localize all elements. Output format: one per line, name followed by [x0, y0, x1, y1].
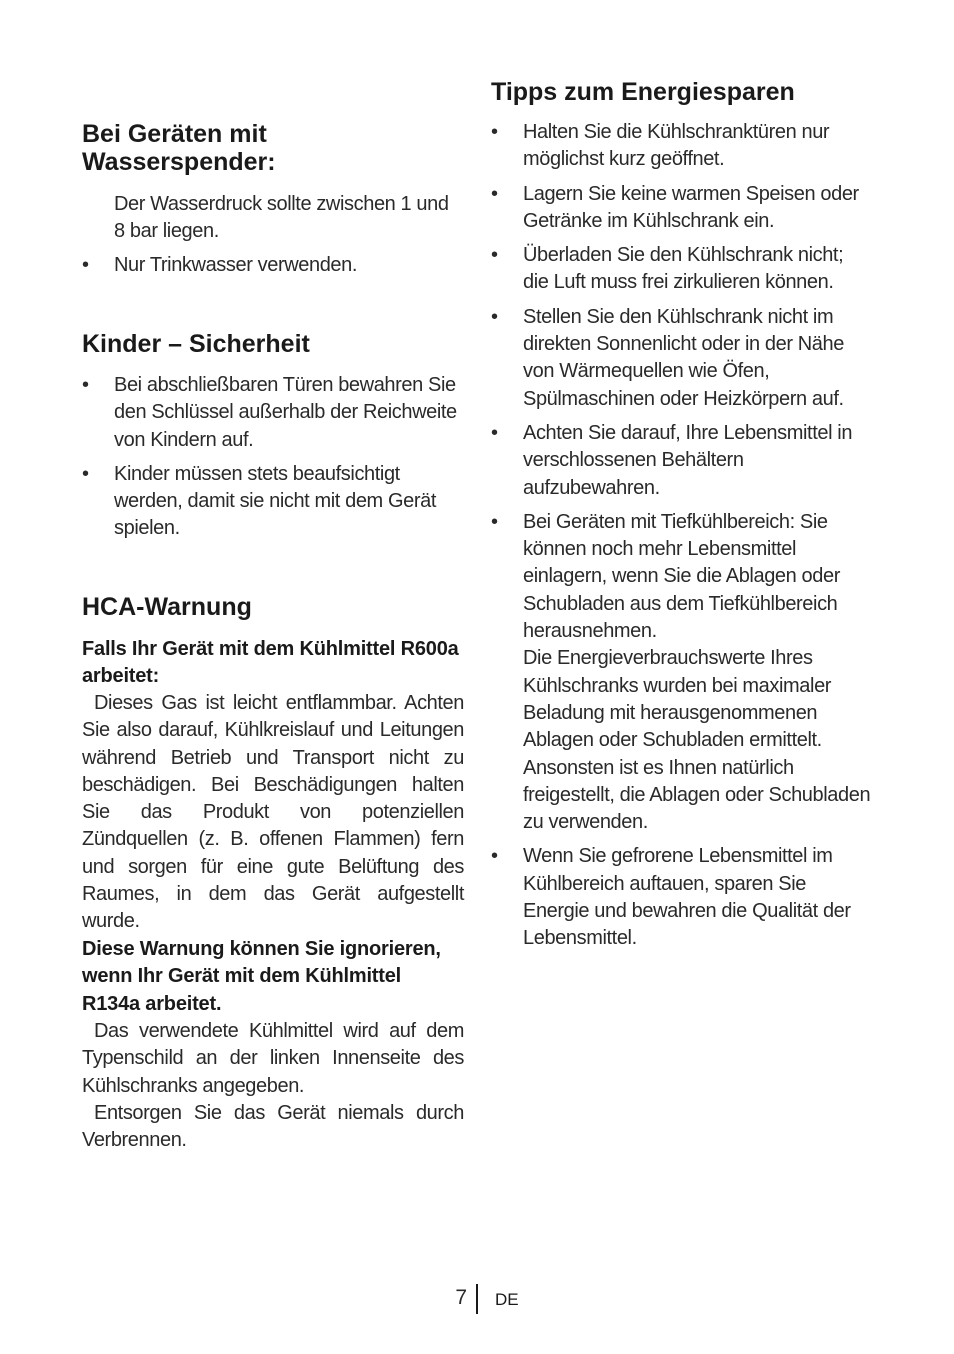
- bullet-text: Halten Sie die Kühlschranktüren nur möglichst kurz geöffnet.: [523, 121, 830, 171]
- hca-subheading: Falls Ihr Gerät mit dem Kühlmittel R600a arbeitet:: [82, 638, 459, 688]
- bullet-text: Bei abschließbaren Türen bewahren Sie den Schlüssel außerhalb der Reichweite von Kindern auf.: [114, 374, 457, 451]
- bullet-icon: •: [82, 462, 89, 485]
- bullet-icon: •: [491, 510, 498, 533]
- page-number: 7: [455, 1286, 467, 1309]
- bullet-icon: •: [491, 421, 498, 444]
- language-code: DE: [495, 1290, 519, 1309]
- list-item: [491, 181, 871, 236]
- bullet-icon: •: [491, 845, 498, 868]
- hca-ignore-warning: Diese Warnung können Sie ignorieren, wenn Ihr Gerät mit dem Kühlmittel R134a arbeitet.: [82, 938, 441, 1015]
- list-item: [491, 304, 871, 413]
- list-item: [491, 119, 871, 174]
- footer-divider: [476, 1284, 478, 1314]
- heading-hca-warning: HCA-Warnung: [82, 593, 252, 621]
- heading-energy-tips: Tipps zum Energiesparen: [491, 78, 795, 106]
- heading-kids-safety: Kinder – Sicherheit: [82, 330, 310, 358]
- bullet-text: Achten Sie darauf, Ihre Lebensmittel in verschlossenen Behältern aufzubewahren.: [523, 421, 853, 499]
- list-item: [491, 509, 871, 837]
- bullet-icon: •: [491, 182, 498, 205]
- bullet-text: Wenn Sie gefrorene Lebensmittel im Kühlbereich auftauen, sparen Sie Energie und bewahren die Qualität der Lebensmittel.: [523, 845, 851, 950]
- kids-bullet-list: [82, 372, 464, 543]
- bullet-text: Stellen Sie den Kühlschrank nicht im direkten Sonnenlicht oder in der Nähe von Wärmequellen wie Öfen, Spülmaschinen oder Heizkörpern auf.: [523, 305, 844, 410]
- bullet-text: Lagern Sie keine warmen Speisen oder Getränke im Kühlschrank ein.: [523, 182, 859, 232]
- bullet-icon: •: [491, 121, 498, 143]
- bullet-continuation-text: Die Energieverbrauchswerte Ihres Kühlschranks wurden bei maximaler Beladung mit herausgenommenen Ablagen oder Schubladen ermittelt. Ansonsten ist es Ihnen natürlich freigestellt, die Ablagen oder Schubladen zu verwenden.: [523, 647, 871, 834]
- list-item: [82, 372, 464, 454]
- bullet-text: Nur Trinkwasser verwenden.: [114, 254, 358, 276]
- water-pressure-text: Der Wasserdruck sollte zwischen 1 und 8 bar liegen.: [114, 193, 449, 243]
- heading-water-dispenser: Bei Geräten mit Wasserspender:: [82, 120, 276, 176]
- energy-tips-list: [491, 119, 871, 953]
- bullet-icon: •: [491, 244, 498, 267]
- page-footer: [0, 1284, 954, 1316]
- list-item: [82, 461, 464, 543]
- bullet-icon: •: [82, 374, 89, 396]
- list-item: [82, 252, 464, 279]
- bullet-text: Überladen Sie den Kühlschrank nicht; die Luft muss frei zirkulieren können.: [523, 244, 844, 294]
- hca-disposal-text: Entsorgen Sie das Gerät niemals durch Verbrennen.: [82, 1102, 464, 1152]
- bullet-icon: •: [82, 254, 89, 276]
- bullet-text: Bei Geräten mit Tiefkühlbereich: Sie können noch mehr Lebensmittel einlagern, wenn Sie die Ablagen oder Schubladen aus dem Tiefkühlbereich herausnehmen.: [523, 510, 840, 643]
- hca-refrigerant-label-text: Das verwendete Kühlmittel wird auf dem Typenschild an der linken Innenseite des Kühlschranks angegeben.: [82, 1020, 464, 1097]
- list-item: [491, 242, 871, 297]
- hca-flammable-text: Dieses Gas ist leicht entflammbar. Achten Sie also darauf, Kühlkreislauf und Leitungen während Betrieb und Transport nicht zu beschädigen. Bei Beschädigungen halten Sie das Produkt von potenziellen Zündquellen (z. B. offenen Flammen) fern und sorgen für eine gute Belüftung des Raumes, in dem das Gerät aufgestellt wurde.: [82, 692, 464, 933]
- list-item: [491, 843, 871, 952]
- bullet-icon: •: [491, 305, 498, 328]
- bullet-text: Kinder müssen stets beaufsichtigt werden, damit sie nicht mit dem Gerät spielen.: [114, 462, 436, 540]
- list-item: [491, 420, 871, 502]
- water-bullet-list: [82, 252, 464, 279]
